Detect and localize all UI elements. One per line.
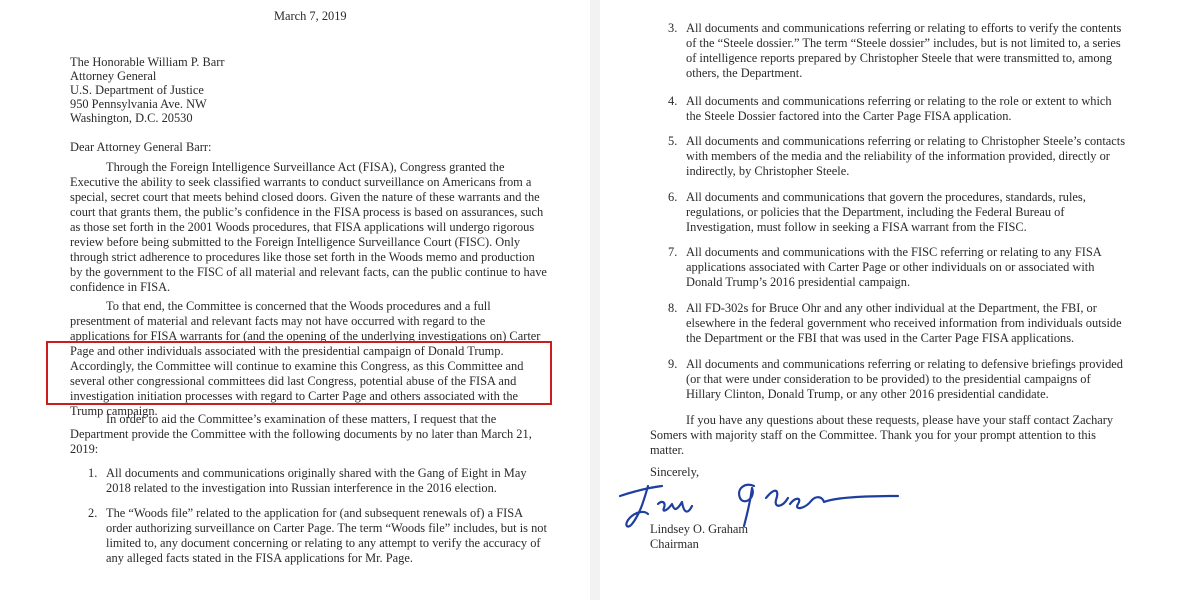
list-item-text: The “Woods file” related to the application for (and subsequent renewals of) a FISA order authorizing surveillance on Carter Page. The term “Woods file” includes, but is not limited to, any document concerning or relating to any attempt to verify the accuracy of any alleged facts stated in the FISA applications for Mr. Page. xyxy=(106,506,547,565)
list-number: 4. xyxy=(668,94,678,108)
letter-page-1 xyxy=(0,0,590,600)
list-number: 6. xyxy=(668,190,678,204)
salutation: Dear Attorney General Barr: xyxy=(70,140,212,154)
list-number: 1. xyxy=(88,466,98,480)
highlighted-passage: Accordingly, the Committee will continue to examine this Congress, as this Committee and several other congressional committees did last Congress, potential abuse of the FISA and investigation initiation processes with regard to Carter Page and others associated with the Trump campaign. xyxy=(70,359,524,418)
address-line: 950 Pennsylvania Ave. NW xyxy=(70,97,207,111)
body-paragraph-fisa: Through the Foreign Intelligence Surveillance Act (FISA), Congress granted the Executive the ability to seek classified warrants to conduct surveillance on Americans from a special, secret court that meets behind closed doors. Given the nature of these warrants and the court that grants them, the public’s confidence in the FISA process is based on assurances, such as those set forth in the 2001 Woods procedures, that FISA applications will undergo rigorous review before being submitted to the Foreign Intelligence Surveillance Court (FISC). Only through strict adherence to procedures like those set forth in the Woods memo and production by the government to the FISC of all material and relevant facts, can the public continue to have confidence in FISA. xyxy=(70,160,547,294)
list-item-text: All documents and communications with the FISC referring or relating to any FISA applications associated with Carter Page or other individuals on or associated with Donald Trump’s 2016 presidential campaign. xyxy=(686,245,1102,289)
signer-name: Lindsey O. Graham xyxy=(650,522,749,536)
address-line: Washington, D.C. 20530 xyxy=(70,111,193,125)
address-line: The Honorable William P. Barr xyxy=(70,55,225,69)
list-number: 5. xyxy=(668,134,678,148)
body-paragraph-concern: To that end, the Committee is concerned that the Woods procedures and a full presentment of material and relevant facts may not have occurred with regard to the applications for FISA warrants for (and the opening of the underlying investigations on) Carter Page and other individuals associated with the presidential campaign of Donald Trump. xyxy=(70,299,541,358)
closing-paragraph: If you have any questions about these requests, please have your staff contact Zachary Somers with majority staff on the Committee. Thank you for your prompt attention to this matter. xyxy=(650,413,1114,457)
list-item-text: All documents and communications that govern the procedures, standards, rules, regulations, or policies that the Department, including the Federal Bureau of Investigation, must follow in seeking a FISA warrant from the FISC. xyxy=(686,190,1086,234)
list-number: 9. xyxy=(668,357,678,371)
letter-date: March 7, 2019 xyxy=(274,9,347,23)
list-number: 3. xyxy=(668,21,678,35)
address-line: U.S. Department of Justice xyxy=(70,83,204,97)
list-item-text: All documents and communications referring or relating to efforts to verify the contents of the “Steele dossier.” The term “Steele dossier” includes, but is not limited to, a series of intelligence reports prepared by Christopher Steele that were transmitted to, among others, the Department. xyxy=(686,21,1122,80)
list-number: 8. xyxy=(668,301,678,315)
signer-title: Chairman xyxy=(650,537,699,551)
list-item-text: All FD-302s for Bruce Ohr and any other individual at the Department, the FBI, or elsewhere in the federal government who received information from individuals outside the Department or the FBI that was used in the Carter Page FISA applications. xyxy=(686,301,1122,345)
closing-salutation: Sincerely, xyxy=(650,465,700,479)
page-gutter xyxy=(590,0,600,600)
list-item-text: All documents and communications referring or relating to the role or extent to which the Steele Dossier factored into the Carter Page FISA application. xyxy=(686,94,1112,123)
list-item-text: All documents and communications referring or relating to defensive briefings provided (or that were under consideration to be provided) to the presidential campaigns of Hillary Clinton, Donald Trump, or any other 2016 presidential candidate. xyxy=(686,357,1123,401)
list-item-text: All documents and communications referring or relating to Christopher Steele’s contacts with members of the media and the reliability of the information provided, directly or indirectly, by Christopher Steele. xyxy=(686,134,1126,178)
list-item-text: All documents and communications originally shared with the Gang of Eight in May 2018 related to the investigation into Russian interference in the 2016 election. xyxy=(106,466,527,495)
address-line: Attorney General xyxy=(70,69,157,83)
handwritten-signature xyxy=(618,474,918,534)
list-number: 2. xyxy=(88,506,98,520)
list-number: 7. xyxy=(668,245,678,259)
body-paragraph-request: In order to aid the Committee’s examination of these matters, I request that the Department provide the Committee with the following documents by no later than March 21, 2019: xyxy=(70,412,532,456)
